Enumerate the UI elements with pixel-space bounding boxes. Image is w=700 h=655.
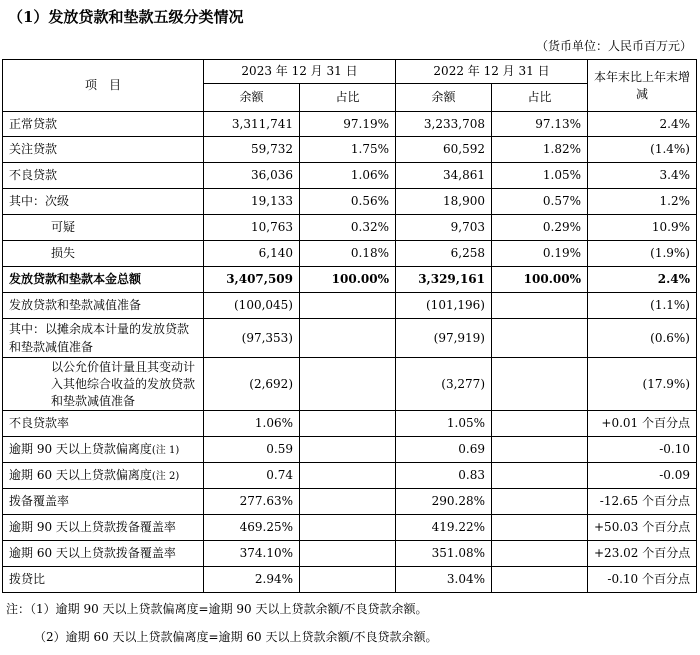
cell-ratio-2023: 0.32% [300,215,396,241]
cell-change: (1.4%) [588,137,697,163]
cell-balance-2023: 3,311,741 [204,112,300,137]
cell-ratio-2022: 1.82% [492,137,588,163]
cell-ratio-2023 [300,411,396,437]
cell-balance-2023: 0.74 [204,463,300,489]
row-label: 不良贷款 [3,163,204,189]
cell-ratio-2023: 0.56% [300,189,396,215]
row-label: 拨贷比 [3,567,204,593]
cell-balance-2023: 19,133 [204,189,300,215]
cell-ratio-2022: 0.57% [492,189,588,215]
cell-balance-2023: 6,140 [204,241,300,267]
header-ratio-2023: 占比 [300,84,396,112]
table-row [3,489,697,515]
cell-balance-2023: 59,732 [204,137,300,163]
cell-change: -0.09 [588,463,697,489]
cell-ratio-2022 [492,411,588,437]
cell-change: (1.1%) [588,293,697,319]
cell-change: -12.65 个百分点 [588,489,697,515]
cell-balance-2022: 34,861 [396,163,492,189]
cell-balance-2023: (2,692) [204,358,300,411]
row-label: 正常贷款 [3,112,204,137]
row-label: 逾期 90 天以上贷款拨备覆盖率 [3,515,204,541]
header-ratio-2022: 占比 [492,84,588,112]
cell-balance-2022: (97,919) [396,319,492,358]
header-balance-2023: 余额 [204,84,300,112]
table-row [3,567,697,593]
cell-change: (17.9%) [588,358,697,411]
cell-ratio-2022 [492,463,588,489]
cell-balance-2023: 277.63% [204,489,300,515]
header-item: 项 目 [3,60,204,112]
table-row [3,319,697,358]
cell-change: -0.10 [588,437,697,463]
section-title: （1）发放贷款和垫款五级分类情况 [8,8,244,26]
cell-ratio-2022 [492,358,588,411]
footnote-ref: (注 1) [151,444,180,456]
cell-ratio-2022 [492,489,588,515]
cell-balance-2022: (3,277) [396,358,492,411]
cell-ratio-2022: 0.19% [492,241,588,267]
cell-ratio-2023 [300,463,396,489]
cell-balance-2023: 469.25% [204,515,300,541]
header-balance-2022: 余额 [396,84,492,112]
cell-balance-2022: 3.04% [396,567,492,593]
row-label: 关注贷款 [3,137,204,163]
cell-balance-2022: 9,703 [396,215,492,241]
cell-ratio-2023: 1.06% [300,163,396,189]
row-label: 拨备覆盖率 [3,489,204,515]
table-row [3,411,697,437]
cell-balance-2022: 60,592 [396,137,492,163]
cell-ratio-2023 [300,293,396,319]
cell-change: +23.02 个百分点 [588,541,697,567]
table-row-total [3,267,697,293]
cell-change: +50.03 个百分点 [588,515,697,541]
cell-ratio-2023 [300,489,396,515]
table-row [3,215,697,241]
cell-ratio-2023 [300,319,396,358]
cell-ratio-2023 [300,541,396,567]
row-label-text: 逾期 90 天以上贷款偏离度 [9,441,152,456]
row-label: 发放贷款和垫款减值准备 [3,293,204,319]
cell-change: -0.10 个百分点 [588,567,697,593]
cell-balance-2022: 351.08% [396,541,492,567]
footnote-2: （2）逾期 60 天以上贷款偏离度=逾期 60 天以上贷款余额/不良贷款余额。 [34,630,438,644]
cell-ratio-2023: 1.75% [300,137,396,163]
cell-ratio-2022 [492,567,588,593]
cell-balance-2022: 419.22% [396,515,492,541]
cell-ratio-2023: 0.18% [300,241,396,267]
row-label: 其中：以摊余成本计量的发放贷款和垫款减值准备 [3,319,204,358]
cell-ratio-2022 [492,515,588,541]
cell-ratio-2023 [300,567,396,593]
currency-unit: （货币单位：人民币百万元） [535,39,692,53]
row-label [3,437,204,463]
cell-ratio-2023 [300,437,396,463]
cell-ratio-2022 [492,319,588,358]
cell-balance-2022: 3,233,708 [396,112,492,137]
cell-change: 3.4% [588,163,697,189]
cell-balance-2023: 2.94% [204,567,300,593]
row-label: 不良贷款率 [3,411,204,437]
table-row [3,463,697,489]
header-period-2022: 2022 年 12 月 31 日 [396,60,588,84]
cell-balance-2022: 6,258 [396,241,492,267]
table-row [3,137,697,163]
table-row [3,358,697,411]
cell-balance-2022: 18,900 [396,189,492,215]
row-label: 以公允价值计量且其变动计入其他综合收益的发放贷款和垫款减值准备 [3,358,204,411]
row-label: 逾期 60 天以上贷款拨备覆盖率 [3,541,204,567]
cell-balance-2022: 290.28% [396,489,492,515]
row-label-text: 逾期 60 天以上贷款偏离度 [9,467,152,482]
cell-ratio-2022 [492,293,588,319]
row-label: 其中：次级 [3,189,204,215]
cell-change: (1.9%) [588,241,697,267]
cell-change: 2.4% [588,112,697,137]
footnote-ref: (注 2) [151,470,180,482]
table-row [3,163,697,189]
cell-ratio-2022 [492,541,588,567]
cell-balance-2023: 374.10% [204,541,300,567]
cell-balance-2023: 36,036 [204,163,300,189]
cell-ratio-2022 [492,437,588,463]
row-label: 可疑 [3,215,204,241]
cell-change: 10.9% [588,215,697,241]
cell-balance-2023: 10,763 [204,215,300,241]
cell-balance-2023: 1.06% [204,411,300,437]
table-row [3,437,697,463]
header-change: 本年末比上年末增减 [588,60,697,112]
cell-ratio-2023 [300,358,396,411]
table-row [3,541,697,567]
row-label: 发放贷款和垫款本金总额 [3,267,204,293]
cell-change: +0.01 个百分点 [588,411,697,437]
cell-change: 1.2% [588,189,697,215]
cell-ratio-2022: 97.13% [492,112,588,137]
row-label: 损失 [3,241,204,267]
cell-ratio-2022: 0.29% [492,215,588,241]
table-row [3,112,697,137]
cell-balance-2022: 1.05% [396,411,492,437]
cell-balance-2023: (97,353) [204,319,300,358]
cell-ratio-2022: 100.00% [492,267,588,293]
cell-balance-2023: 0.59 [204,437,300,463]
table-row [3,189,697,215]
cell-balance-2023: (100,045) [204,293,300,319]
cell-balance-2022: (101,196) [396,293,492,319]
loan-classification-table [2,59,697,593]
cell-balance-2023: 3,407,509 [204,267,300,293]
footnote-1: 注：（1）逾期 90 天以上贷款偏离度=逾期 90 天以上贷款余额/不良贷款余额。 [6,602,428,616]
cell-ratio-2022: 1.05% [492,163,588,189]
cell-balance-2022: 0.83 [396,463,492,489]
cell-balance-2022: 0.69 [396,437,492,463]
cell-ratio-2023: 100.00% [300,267,396,293]
cell-change: (0.6%) [588,319,697,358]
table-row [3,241,697,267]
header-period-2023: 2023 年 12 月 31 日 [204,60,396,84]
cell-ratio-2023 [300,515,396,541]
cell-ratio-2023: 97.19% [300,112,396,137]
cell-change: 2.4% [588,267,697,293]
table-row [3,515,697,541]
table-row [3,293,697,319]
cell-balance-2022: 3,329,161 [396,267,492,293]
row-label [3,463,204,489]
